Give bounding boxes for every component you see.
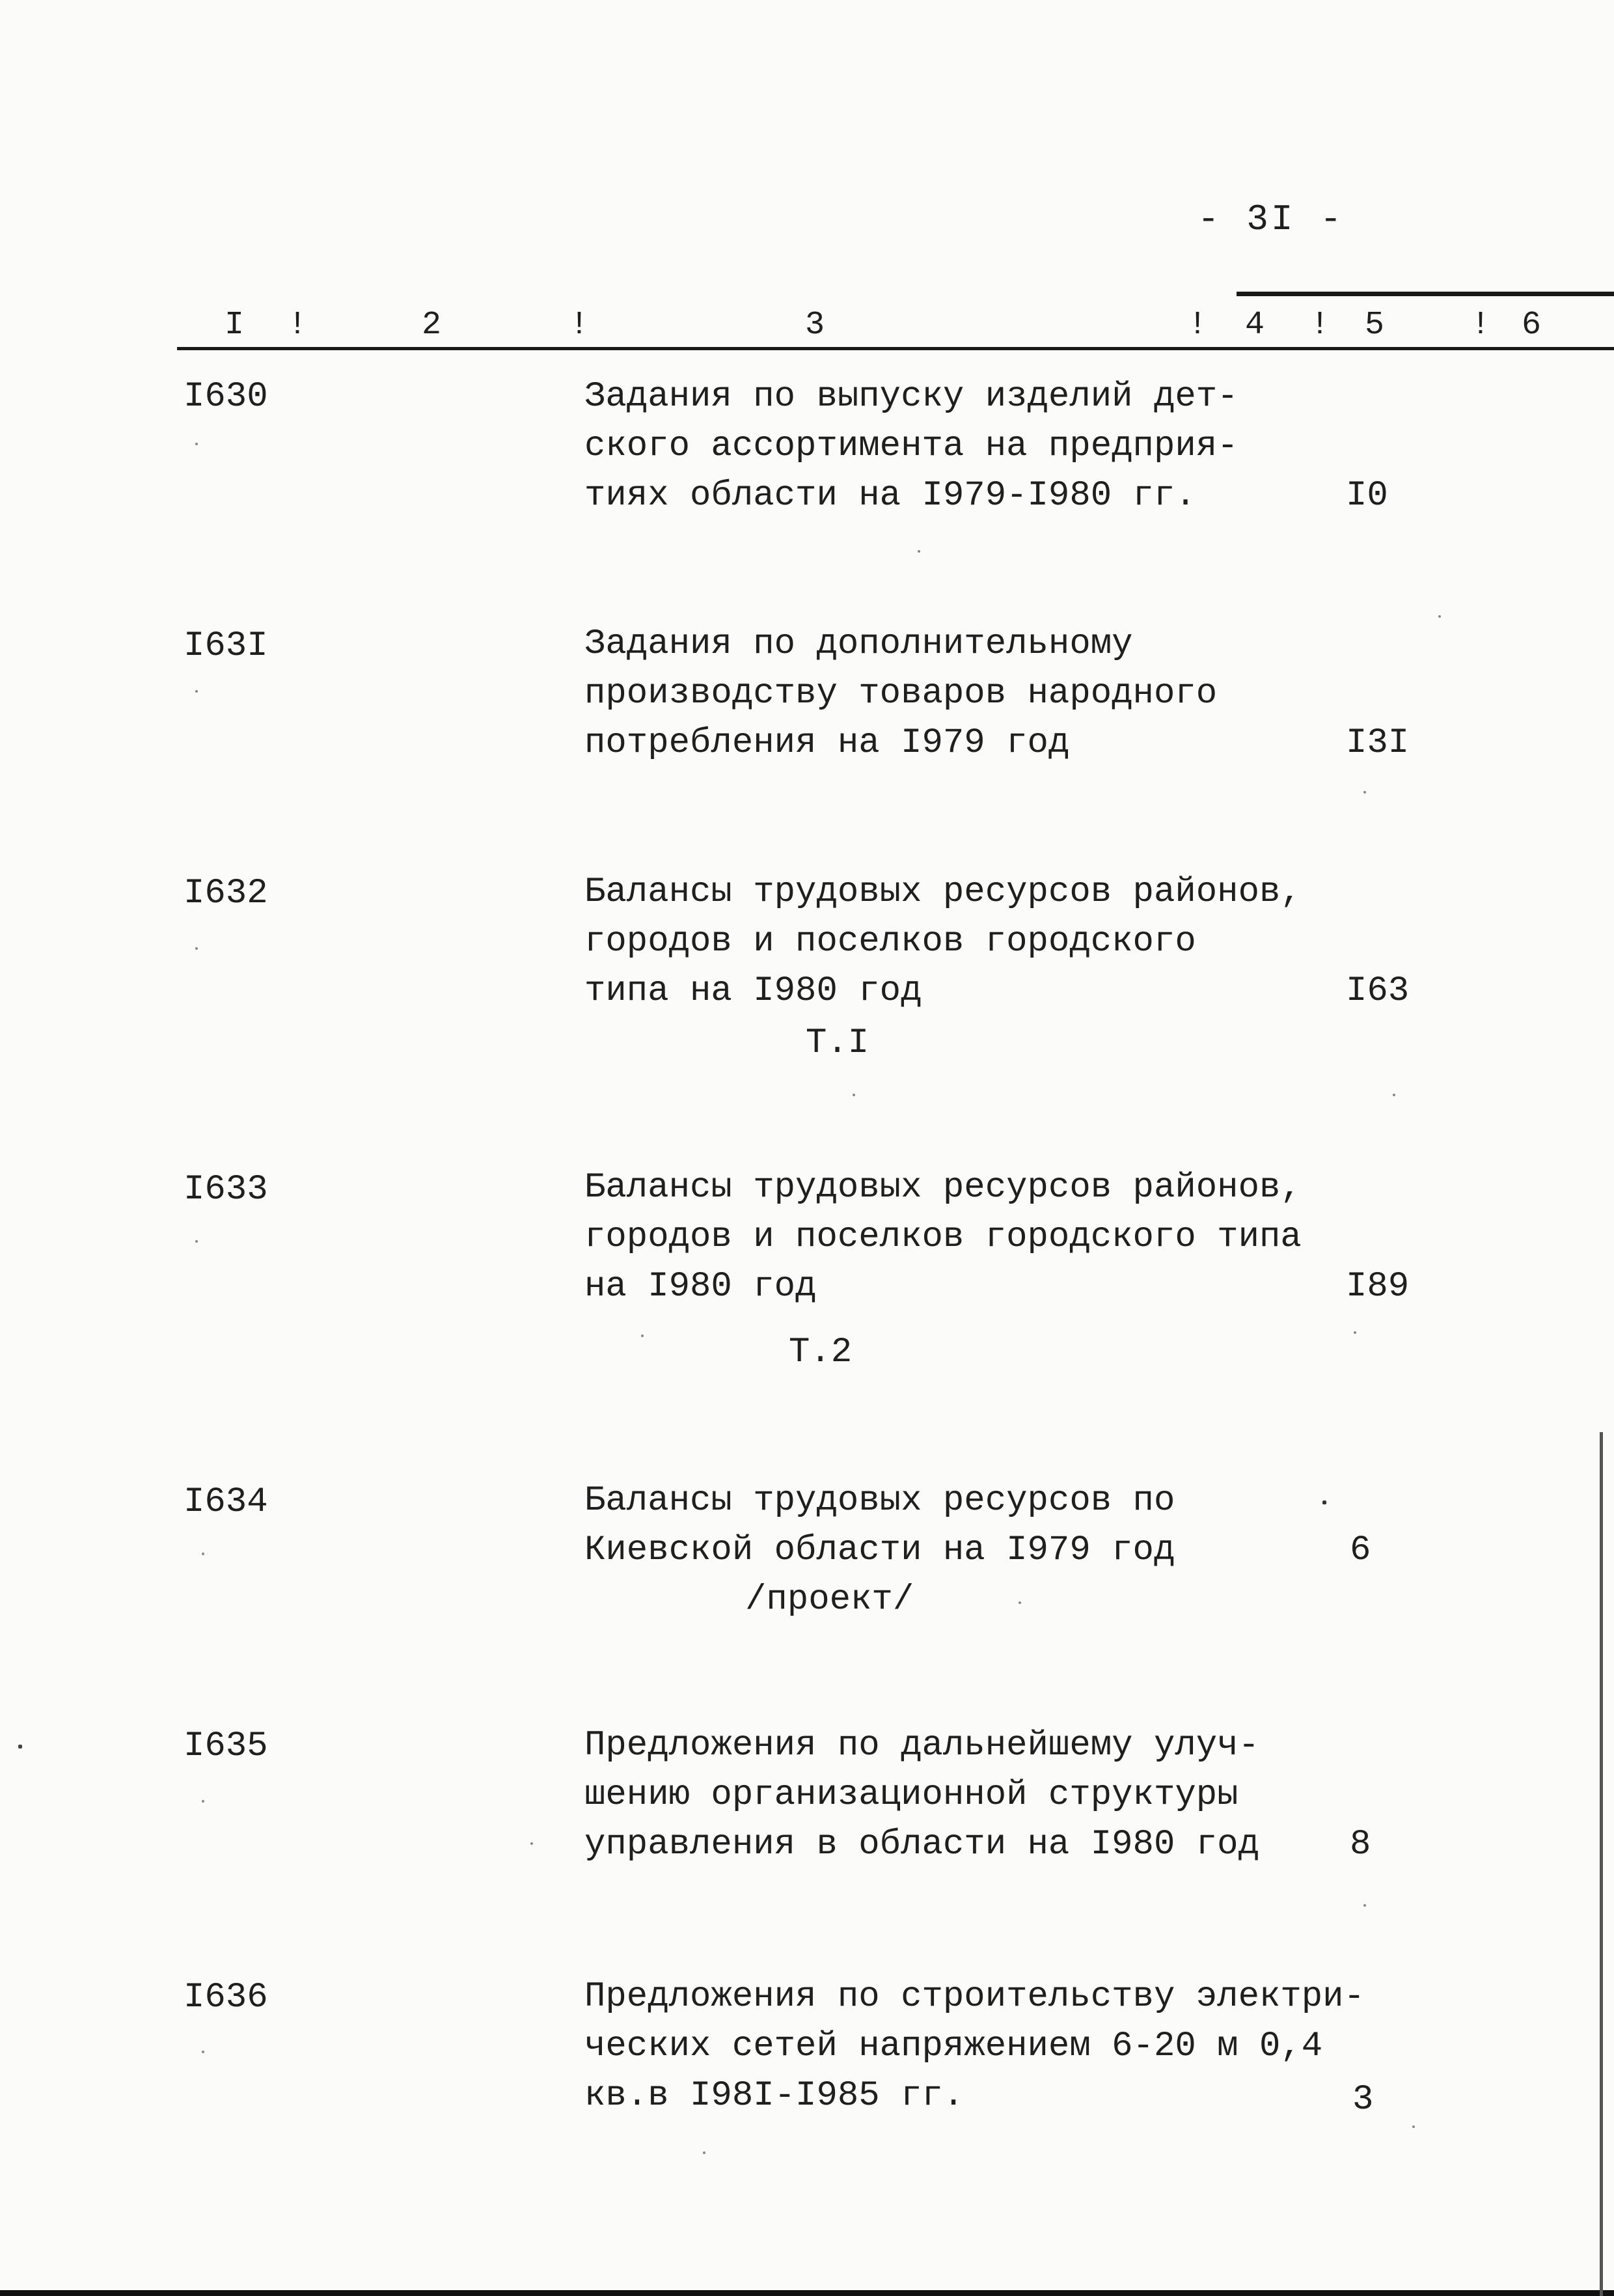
entry-title: Балансы трудовых ресурсов по Киевской области на I979 год (584, 1481, 1175, 1570)
top-rule (1237, 292, 1614, 296)
entry-sheet-count: 6 (1350, 1530, 1371, 1570)
entry-title: Предложения по дальнейшему улуч- шению организационной структуры управления в области на I980 год (584, 1726, 1259, 1864)
bottom-edge (0, 2290, 1614, 2296)
column-separator: ! (1471, 307, 1491, 344)
page-number: - 3I - (1197, 199, 1345, 240)
entry-number: I636 (184, 1978, 268, 2017)
entry-sheet-count: 3 (1352, 2080, 1374, 2120)
entry-sheet-count: I89 (1346, 1267, 1410, 1307)
header-rule (177, 347, 1614, 350)
entry-sheet-count: I63 (1346, 971, 1410, 1011)
column-separator: ! (1188, 307, 1208, 344)
column-separator: ! (288, 307, 308, 344)
column-header-3: 3 (805, 307, 825, 344)
entry-number: I63I (184, 626, 268, 666)
right-edge (1600, 1432, 1603, 2296)
column-header-1: I (225, 307, 245, 344)
entry-title: Предложения по строительству электри- ческих сетей напряжением 6-20 м 0,4 кв.в I98I-I985 гг. (584, 1977, 1365, 2116)
column-separator: ! (569, 307, 590, 344)
entry-title: Задания по выпуску изделий дет- ского ассортимента на предприя- тиях области на I979-I980 гг. (584, 377, 1238, 516)
entry-number: I633 (184, 1170, 268, 1210)
column-header-5: 5 (1365, 307, 1385, 344)
entry-number: I634 (184, 1482, 268, 1522)
column-header-4: 4 (1245, 307, 1265, 344)
column-header-2: 2 (422, 307, 442, 344)
entry-sheet-count: 8 (1350, 1825, 1371, 1864)
column-header-6: 6 (1522, 307, 1542, 344)
entry-volume-note: Т.I (806, 1023, 869, 1063)
entry-sheet-count: I3I (1346, 723, 1410, 763)
entry-number: I635 (184, 1726, 268, 1766)
entry-title: Задания по дополнительному производству товаров народного потребления на I979 год (584, 624, 1218, 763)
entry-title: Балансы трудовых ресурсов районов, городов и поселков городского типа на I980 год (584, 872, 1302, 1011)
entry-sheet-count: I0 (1346, 476, 1388, 516)
entry-volume-note: Т.2 (789, 1333, 853, 1372)
entry-number: I632 (184, 874, 268, 913)
column-separator: ! (1310, 307, 1330, 344)
entry-number: I630 (184, 377, 268, 417)
entry-title: Балансы трудовых ресурсов районов, городов и поселков городского типа на I980 год (584, 1168, 1302, 1307)
entry-draft-note: /проект/ (745, 1580, 914, 1620)
